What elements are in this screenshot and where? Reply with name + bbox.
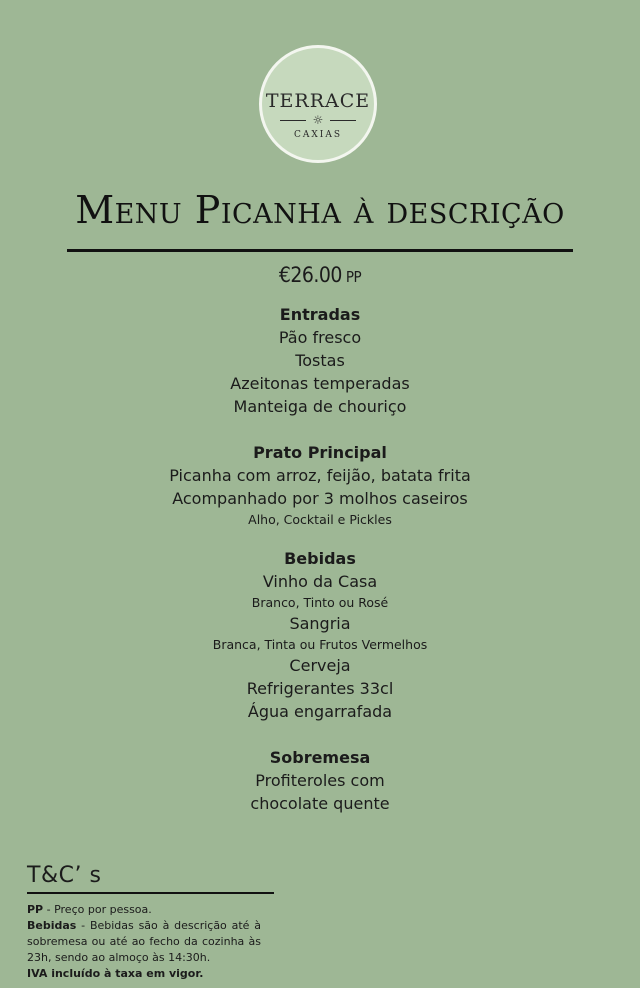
menu-item: Refrigerantes 33cl [246, 679, 394, 698]
section-prato-principal [0, 441, 640, 529]
title-divider [67, 249, 573, 252]
menu-item: Cerveja [289, 656, 351, 675]
section-entradas [0, 303, 640, 418]
terms-pp-label: PP [27, 903, 44, 916]
logo-subtitle: CAXIAS [293, 130, 342, 140]
terms-title: T&C’ s [27, 863, 102, 888]
price-unit: PP [345, 268, 362, 286]
menu-title: Menu Picanha à descrição [75, 188, 565, 232]
menu-item: Vinho da Casa [262, 572, 378, 591]
terms-iva: IVA incluído à taxa em vigor. [27, 967, 204, 980]
sun-icon: ☼ [312, 113, 324, 127]
menu-note: Branco, Tinto ou Rosé [251, 595, 389, 610]
restaurant-logo [259, 45, 377, 163]
section-title: Bebidas [284, 549, 356, 568]
terms-pp [27, 902, 261, 918]
logo-line-right [330, 120, 356, 121]
price-amount: €26.00 [278, 263, 342, 287]
section-bebidas [0, 547, 640, 723]
menu-item: Tostas [295, 351, 345, 370]
menu-item: Água engarrafada [247, 702, 393, 721]
menu-item: Azeitonas temperadas [230, 374, 410, 393]
terms-pp-text: - Preço por pessoa. [43, 903, 152, 916]
menu-item: Acompanhado por 3 molhos caseiros [172, 489, 468, 508]
terms-bebidas-text: - Bebidas são à descrição até à sobremesa ou até ao fecho da cozinha às 23h, sendo ao almoço às 14:30h. [27, 919, 261, 964]
menu-item: chocolate quente [250, 794, 390, 813]
menu-item: Pão fresco [278, 328, 362, 347]
terms-divider [27, 892, 274, 894]
menu-item: Profiteroles com [255, 771, 385, 790]
section-sobremesa [0, 746, 640, 815]
section-title: Sobremesa [269, 748, 371, 767]
price [0, 263, 640, 287]
logo-name: TERRACE [265, 90, 371, 112]
section-title: Entradas [279, 305, 361, 324]
menu-item: Manteiga de chouriço [233, 397, 407, 416]
menu-item: Sangria [289, 614, 351, 633]
section-title: Prato Principal [253, 443, 387, 462]
terms-bebidas-label: Bebidas [27, 919, 77, 932]
menu-note: Branca, Tinta ou Frutos Vermelhos [212, 637, 428, 652]
terms-conditions [27, 902, 261, 982]
terms-bebidas [27, 918, 261, 966]
menu-note: Alho, Cocktail e Pickles [248, 512, 392, 527]
menu-item: Picanha com arroz, feijão, batata frita [169, 466, 471, 485]
